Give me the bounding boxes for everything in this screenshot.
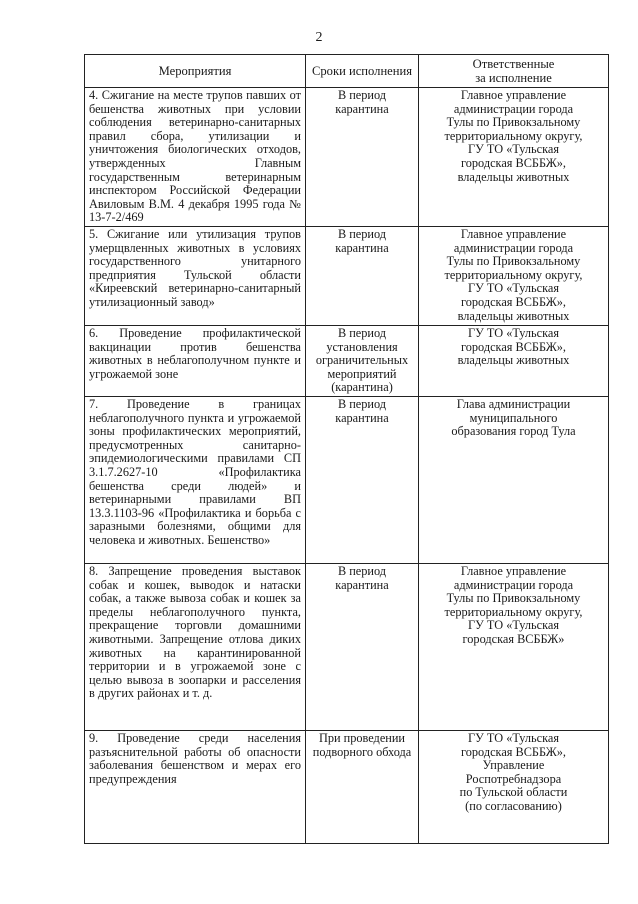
measures-table: [84, 54, 609, 844]
deadline-cell: В период карантина: [306, 227, 419, 326]
header-deadline: Сроки исполнения: [306, 55, 419, 88]
measure-cell: 9. Проведение среди населения разъяснительной работы об опасности заболевания бешенством и мерах его предупреждения: [85, 731, 306, 844]
deadline-cell: В период карантина: [306, 88, 419, 227]
measure-cell: 5. Сжигание или утилизация трупов умерщвленных животных в условиях государственного унитарного предприятия Тульской области «Киреевский ветеринарно-санитарный утилизационный завод»: [85, 227, 306, 326]
measure-cell: 6. Проведение профилактической вакцинации против бешенства животных в неблагополучном пункте и угрожаемой зоне: [85, 326, 306, 397]
responsible-cell: Главное управление администрации города Тулы по Привокзальному территориальному округу, ГУ ТО «Тульская городская ВСББЖ», владельцы животных: [419, 227, 609, 326]
header-responsible: Ответственные за исполнение: [419, 55, 609, 88]
table-row: [85, 326, 609, 397]
table-row: [85, 227, 609, 326]
deadline-cell: В период установления ограничительных мероприятий (карантина): [306, 326, 419, 397]
responsible-cell: Глава администрации муниципального образования город Тула: [419, 397, 609, 564]
measure-cell: 4. Сжигание на месте трупов павших от бешенства животных при условии соблюдения ветеринарно-санитарных правил сбора, утилизации и уничтожения биологических отходов, утвержденных Главным государственным ветеринарным инспектором Российской Федерации Авиловым В.М. 4 декабря 1995 года № 13-7-2/469: [85, 88, 306, 227]
table-header-row: [85, 55, 609, 88]
deadline-cell: При проведении подворного обхода: [306, 731, 419, 844]
responsible-cell: Главное управление администрации города Тулы по Привокзальному территориальному округу, ГУ ТО «Тульская городская ВСББЖ»: [419, 564, 609, 731]
deadline-cell: В период карантина: [306, 564, 419, 731]
responsible-cell: ГУ ТО «Тульская городская ВСББЖ», Управление Роспотребнадзора по Тульской области (по согласованию): [419, 731, 609, 844]
table-row: [85, 731, 609, 844]
table-row: [85, 397, 609, 564]
responsible-cell: ГУ ТО «Тульская городская ВСББЖ», владельцы животных: [419, 326, 609, 397]
page-number: 2: [315, 30, 323, 45]
table-row: [85, 88, 609, 227]
deadline-cell: В период карантина: [306, 397, 419, 564]
table-row: [85, 564, 609, 731]
measure-cell: 8. Запрещение проведения выставок собак и кошек, выводок и натаски собак, а также вывоза собак и кошек за пределы неблагополучного пункта, прекращение торговли домашними животными. Запрещение отлова диких животных на карантинированной территории и в угрожаемой зоне с целью вывоза в зоопарки и расселения в других районах и т. д.: [85, 564, 306, 731]
responsible-cell: Главное управление администрации города Тулы по Привокзальному территориальному округу, ГУ ТО «Тульская городская ВСББЖ», владельцы животных: [419, 88, 609, 227]
header-measure: Мероприятия: [85, 55, 306, 88]
measure-cell: 7. Проведение в границах неблагополучного пункта и угрожаемой зоны профилактических мероприятий, предусмотренных санитарно-эпидемиологическими правилами СП 3.1.7.2627-10 «Профилактика бешенства среди людей» и ветеринарными правилами ВП 13.3.1103-96 «Профилактика и борьба с заразными болезнями, общими для человека и животных. Бешенство»: [85, 397, 306, 564]
